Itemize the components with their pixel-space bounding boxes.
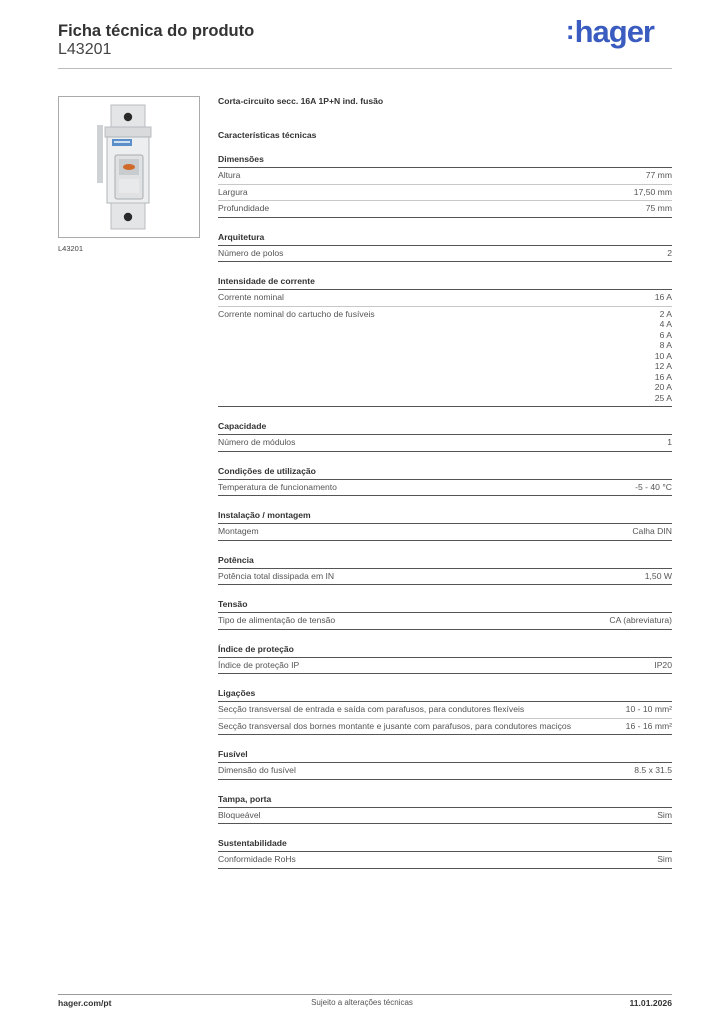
spec-label: Potência total dissipada em IN — [218, 570, 335, 581]
spec-row — [218, 852, 672, 869]
spec-label: Secção transversal dos bornes montante e jusante com parafusos, para condutores maciços — [218, 720, 572, 731]
footer-website[interactable]: hager.com/pt — [58, 998, 112, 1008]
spec-value: 1 — [667, 437, 672, 447]
hager-logo — [566, 14, 654, 50]
spec-value: Sim — [657, 854, 672, 864]
spec-row — [218, 435, 672, 452]
spec-label: Profundidade — [218, 203, 270, 213]
product-name: Corta-circuito secc. 16A 1P+N ind. fusão — [218, 96, 384, 106]
spec-label: Corrente nominal — [218, 292, 284, 302]
spec-value: 2 — [667, 247, 672, 258]
spec-label: Número de polos — [218, 247, 284, 258]
spec-section — [218, 599, 672, 630]
fuse-disconnector-icon — [59, 97, 199, 237]
spec-section — [218, 232, 672, 263]
section-title: Tampa, porta — [218, 794, 672, 808]
spec-row — [218, 307, 672, 408]
spec-row — [218, 613, 672, 630]
spec-label: Índice de proteção IP — [218, 659, 300, 670]
section-title: Fusível — [218, 749, 672, 763]
spec-label: Secção transversal de entrada e saída com parafusos, para condutores flexíveis — [218, 704, 525, 714]
spec-value: IP20 — [654, 659, 672, 670]
section-title: Condições de utilização — [218, 466, 672, 480]
spec-value: 2 A 4 A 6 A 8 A 10 A 12 A 16 A 20 A 25 A — [654, 308, 672, 403]
spec-row — [218, 569, 672, 586]
section-title: Arquitetura — [218, 232, 672, 246]
logo-dots: : — [565, 15, 574, 45]
product-image — [58, 96, 200, 238]
spec-label: Conformidade RoHs — [218, 854, 296, 864]
characteristics-title: Características técnicas — [218, 130, 317, 140]
document-header — [58, 21, 254, 59]
section-title: Instalação / montagem — [218, 510, 672, 524]
section-title: Índice de proteção — [218, 644, 672, 658]
spec-value: 1,50 W — [644, 570, 672, 581]
spec-sections — [218, 154, 672, 869]
section-title: Tensão — [218, 599, 672, 613]
spec-section — [218, 466, 672, 497]
spec-value: Calha DIN — [632, 526, 672, 536]
spec-row — [218, 702, 672, 719]
spec-label: Dimensão do fusível — [218, 765, 296, 775]
header-divider — [58, 68, 672, 69]
product-code: L43201 — [58, 41, 112, 58]
spec-label: Largura — [218, 186, 248, 197]
spec-value: 77 mm — [645, 170, 672, 180]
spec-label: Altura — [218, 170, 241, 180]
spec-row — [218, 201, 672, 218]
spec-row — [218, 524, 672, 541]
section-title: Sustentabilidade — [218, 838, 672, 852]
footer-notice: Sujeito a alterações técnicas — [311, 998, 413, 1007]
footer-divider — [58, 994, 672, 995]
spec-row — [218, 290, 672, 307]
spec-value: -5 - 40 °C — [635, 481, 672, 492]
spec-row — [218, 719, 672, 736]
spec-section — [218, 838, 672, 869]
spec-section — [218, 510, 672, 541]
spec-label: Temperatura de funcionamento — [218, 481, 337, 492]
spec-label: Tipo de alimentação de tensão — [218, 615, 336, 625]
section-title: Dimensões — [218, 154, 672, 168]
section-title: Intensidade de corrente — [218, 276, 672, 290]
spec-row — [218, 480, 672, 497]
section-title: Potência — [218, 555, 672, 569]
document-title: Ficha técnica do produto — [58, 22, 255, 40]
spec-value: CA (abreviatura) — [609, 615, 672, 625]
spec-section — [218, 749, 672, 780]
product-image-caption: L43201 — [58, 244, 84, 253]
spec-value: 10 - 10 mm² — [625, 704, 672, 714]
spec-row — [218, 185, 672, 202]
footer-date: 11.01.2026 — [629, 998, 672, 1008]
spec-value: 75 mm — [645, 203, 672, 213]
spec-value: 16 - 16 mm² — [625, 720, 672, 731]
spec-value: 8.5 x 31.5 — [634, 765, 672, 775]
spec-value: Sim — [657, 809, 672, 820]
spec-section — [218, 276, 672, 407]
spec-row — [218, 246, 672, 263]
spec-row — [218, 808, 672, 825]
spec-section — [218, 688, 672, 735]
spec-content — [218, 96, 672, 869]
spec-value: 17,50 mm — [633, 186, 672, 197]
spec-label: Bloqueável — [218, 809, 261, 820]
spec-label: Número de módulos — [218, 437, 296, 447]
spec-section — [218, 154, 672, 218]
spec-label: Montagem — [218, 526, 259, 536]
section-title: Capacidade — [218, 421, 672, 435]
spec-section — [218, 794, 672, 825]
spec-section — [218, 644, 672, 675]
spec-section — [218, 555, 672, 586]
spec-row — [218, 763, 672, 780]
spec-section — [218, 421, 672, 452]
logo-text: hager — [574, 14, 654, 49]
spec-row — [218, 168, 672, 185]
spec-row — [218, 658, 672, 675]
spec-value: 16 A — [654, 292, 672, 302]
section-title: Ligações — [218, 688, 672, 702]
spec-label: Corrente nominal do cartucho de fusíveis — [218, 308, 375, 319]
